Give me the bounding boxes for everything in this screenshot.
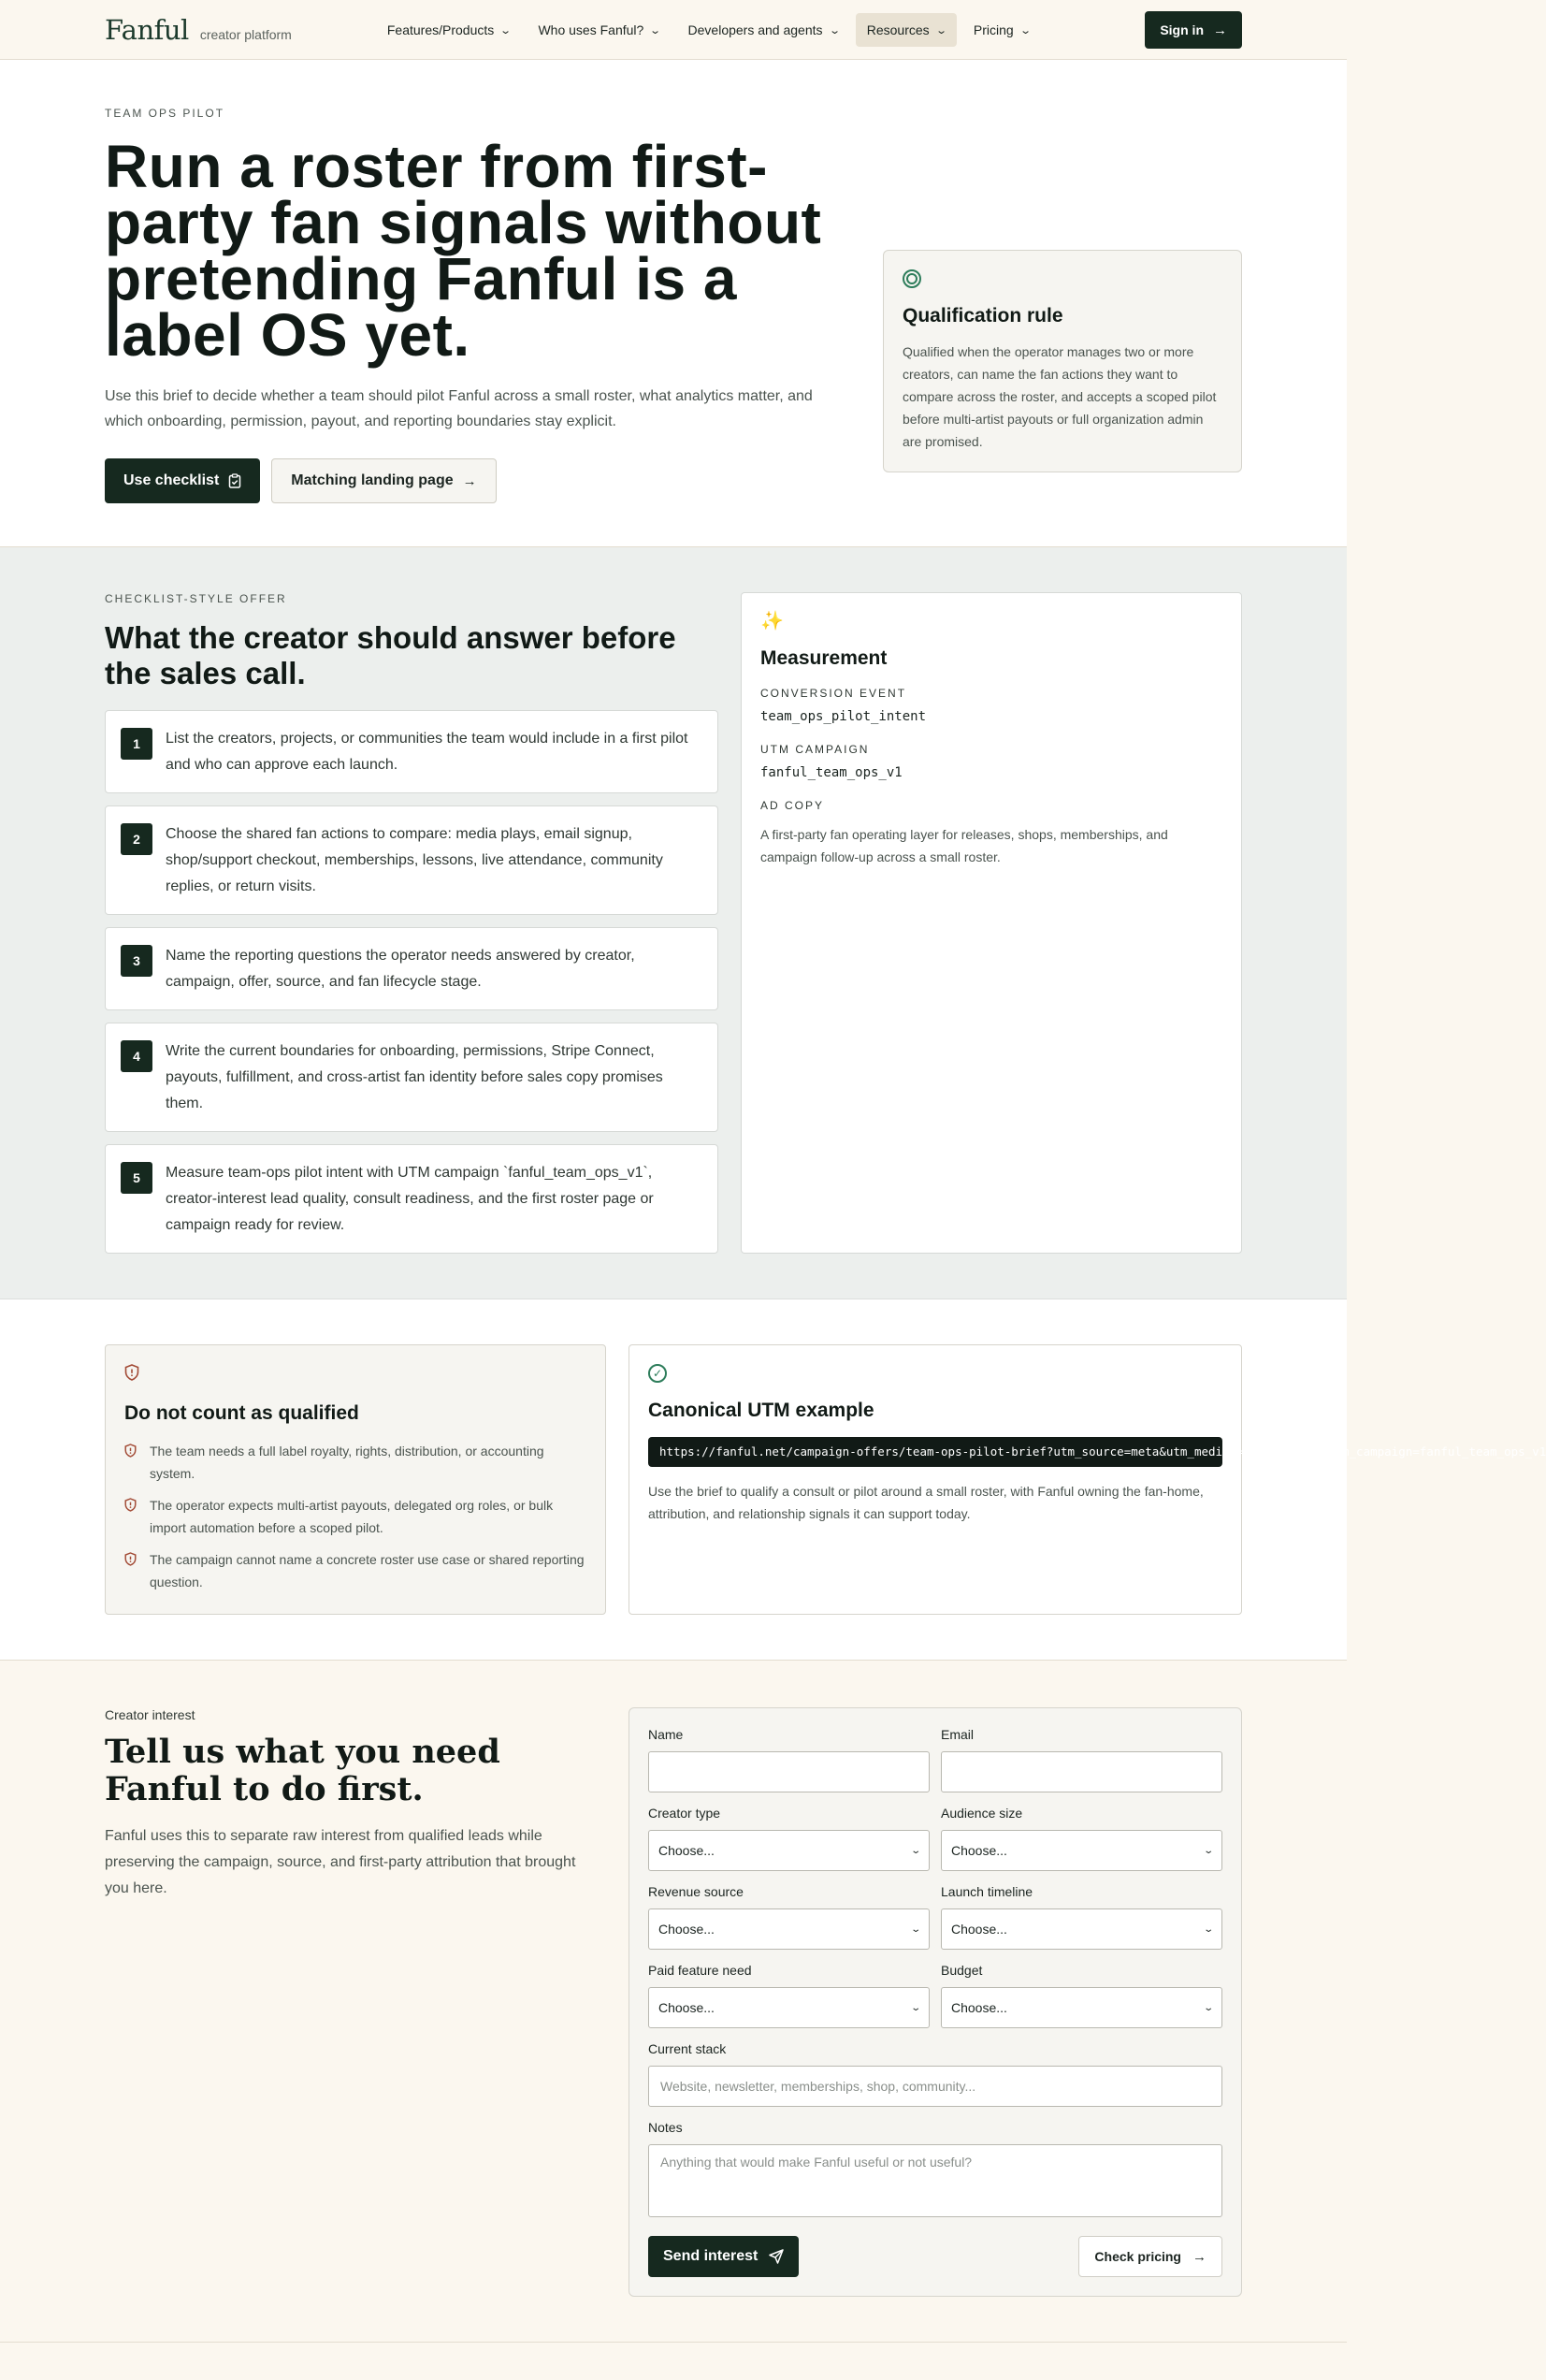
nav-who-uses[interactable] (527, 13, 671, 47)
email-field[interactable] (941, 1751, 1222, 1792)
creator-interest-title: Tell us what you need Fanful to do first. (105, 1733, 500, 1808)
not-qualified-item (124, 1440, 586, 1485)
qualification-rule-title: Qualification rule (903, 305, 1063, 327)
shield-icon (124, 1364, 139, 1381)
notes-label: Notes (648, 2120, 683, 2135)
send-interest-button[interactable] (648, 2236, 799, 2277)
checklist-step (105, 927, 718, 1010)
page-title: Run a roster from first-party fan signals without pretending Fanful is a label OS yet. (105, 133, 822, 369)
creator-type-value: Choose... (658, 1843, 715, 1858)
creator-interest-description: Fanful uses this to separate raw interest from qualified leads while preserving the campaign, source, and first-party attribution that brought you here. (105, 1828, 576, 1896)
hero-eyebrow: TEAM OPS PILOT (105, 107, 225, 120)
creator-interest-eyebrow: Creator interest (105, 1707, 195, 1722)
audience-size-select[interactable] (941, 1830, 1222, 1871)
sign-in-button[interactable] (1145, 11, 1242, 49)
use-checklist-label: Use checklist (123, 472, 220, 488)
ad-copy-label: AD COPY (760, 799, 825, 812)
budget-select[interactable] (941, 1987, 1222, 2028)
launch-timeline-select[interactable] (941, 1908, 1222, 1950)
use-checklist-button[interactable] (105, 458, 260, 503)
nav-who-uses-label: Who uses Fanful? (538, 22, 644, 37)
hero-section (0, 60, 1347, 547)
footer-strip (0, 2343, 1347, 2380)
step-number: 4 (121, 1040, 152, 1072)
chevron-down-icon: ⌄ (1202, 1923, 1214, 1935)
matching-landing-page-button[interactable] (271, 458, 496, 503)
send-icon (769, 2249, 784, 2264)
chevron-down-icon: ⌄ (909, 2002, 921, 2013)
check-pricing-label: Check pricing (1094, 2249, 1181, 2264)
checklist-section (0, 547, 1347, 1299)
launch-timeline-value: Choose... (951, 1922, 1007, 1937)
step-number: 1 (121, 728, 152, 760)
nav-resources[interactable] (856, 13, 957, 47)
not-qualified-title: Do not count as qualified (124, 1402, 359, 1424)
qualify-section (0, 1299, 1546, 1661)
email-label: Email (941, 1727, 975, 1742)
step-text: Measure team-ops pilot intent with UTM campaign `fanful_team_ops_v1`, creator-interest lead quality, consult readiness, and the first roster page or campaign ready for review. (166, 1165, 654, 1233)
shield-icon (124, 1498, 137, 1512)
qualification-rule-card (883, 250, 1242, 472)
checklist-step (105, 805, 718, 915)
chevron-down-icon: ⌄ (1019, 24, 1032, 36)
creator-type-label: Creator type (648, 1806, 721, 1821)
paid-feature-label: Paid feature need (648, 1963, 752, 1978)
brand[interactable] (105, 14, 292, 46)
name-field[interactable] (648, 1751, 930, 1792)
measurement-title: Measurement (760, 647, 888, 669)
audience-size-value: Choose... (951, 1843, 1007, 1858)
creator-interest-section (0, 1661, 1347, 2343)
ad-copy-value: A first-party fan operating layer for releases, shops, memberships, and campaign follow-up across a small roster. (760, 827, 1168, 864)
nav-features[interactable] (376, 13, 522, 47)
checklist-step (105, 710, 718, 793)
not-qualified-card (105, 1344, 606, 1615)
checklist-steps (105, 710, 718, 1254)
sign-in-label: Sign in (1160, 22, 1204, 37)
checklist-title: What the creator should answer before the sales call. (105, 620, 676, 690)
paid-feature-select[interactable] (648, 1987, 930, 2028)
nav-pricing[interactable] (962, 13, 1041, 47)
target-icon (903, 269, 921, 288)
nav-developers[interactable] (677, 13, 850, 47)
step-number: 3 (121, 945, 152, 977)
chevron-down-icon: ⌄ (1202, 1845, 1214, 1856)
checklist-step (105, 1144, 718, 1254)
notes-field[interactable] (648, 2144, 1222, 2217)
not-qualified-item (124, 1494, 586, 1539)
qualification-rule-text: Qualified when the operator manages two or more creators, can name the fan actions they want to compare across the roster, and accepts a scoped pilot before multi-artist payouts or full organization admin are promised. (903, 344, 1217, 449)
arrow-right-icon: → (1213, 22, 1227, 38)
chevron-down-icon: ⌄ (909, 1845, 921, 1856)
chevron-down-icon: ⌄ (934, 24, 947, 36)
chevron-down-icon: ⌄ (1202, 2002, 1214, 2013)
step-text: List the creators, projects, or communities the team would include in a first pilot and who can approve each launch. (166, 731, 688, 773)
utm-example-text: Use the brief to qualify a consult or pilot around a small roster, with Fanful owning the fan-home, attribution, and relationship signals it can support today. (648, 1484, 1204, 1521)
send-interest-label: Send interest (663, 2248, 759, 2264)
arrow-right-icon: → (1192, 2248, 1206, 2265)
check-pricing-button[interactable] (1078, 2236, 1222, 2277)
not-qualified-text: The campaign cannot name a concrete roster use case or shared reporting question. (150, 1552, 585, 1589)
conversion-event-label: CONVERSION EVENT (760, 687, 907, 700)
step-text: Choose the shared fan actions to compare: media plays, email signup, shop/support checkout, memberships, lessons, live attendance, community replies, or return visits. (166, 826, 663, 894)
paid-feature-value: Choose... (658, 2000, 715, 2015)
creator-type-select[interactable] (648, 1830, 930, 1871)
current-stack-label: Current stack (648, 2041, 727, 2056)
nav-menu (376, 13, 1041, 47)
not-qualified-text: The team needs a full label royalty, rights, distribution, or accounting system. (150, 1444, 544, 1481)
utm-example-title: Canonical UTM example (648, 1400, 874, 1421)
revenue-source-value: Choose... (658, 1922, 715, 1937)
step-text: Write the current boundaries for onboarding, permissions, Stripe Connect, payouts, fulfillment, and cross-artist fan identity before sales copy promises them. (166, 1043, 663, 1111)
audience-size-label: Audience size (941, 1806, 1023, 1821)
checklist-step (105, 1023, 718, 1132)
clipboard-check-icon (228, 473, 241, 488)
shield-icon (124, 1552, 137, 1566)
not-qualified-text: The operator expects multi-artist payouts, delegated org roles, or bulk import automation before a scoped pilot. (150, 1498, 554, 1535)
matching-landing-page-label: Matching landing page (291, 472, 454, 488)
chevron-down-icon: ⌄ (649, 24, 662, 36)
top-nav (0, 0, 1347, 60)
revenue-source-label: Revenue source (648, 1884, 744, 1899)
conversion-event-value: team_ops_pilot_intent (760, 709, 927, 724)
revenue-source-select[interactable] (648, 1908, 930, 1950)
utm-campaign-value: fanful_team_ops_v1 (760, 765, 903, 780)
sparkle-icon: ✨ (760, 611, 784, 631)
checklist-eyebrow: CHECKLIST-STYLE OFFER (105, 592, 287, 605)
measurement-card (741, 592, 1242, 1254)
brand-subtitle: creator platform (199, 27, 292, 42)
current-stack-field[interactable] (648, 2066, 1222, 2107)
utm-example-card (629, 1344, 1546, 1615)
nav-features-label: Features/Products (386, 22, 495, 37)
launch-timeline-label: Launch timeline (941, 1884, 1033, 1899)
step-number: 5 (121, 1162, 152, 1194)
step-number: 2 (121, 823, 152, 855)
shield-icon (124, 1444, 137, 1458)
chevron-down-icon: ⌄ (828, 24, 841, 36)
brand-logo[interactable]: Fanful (105, 14, 189, 46)
check-circle-icon: ✓ (648, 1364, 667, 1383)
nav-resources-label: Resources (866, 22, 930, 37)
interest-form (629, 1707, 1242, 2297)
hero-description: Use this brief to decide whether a team should pilot Fanful across a small roster, what analytics matter, and which onboarding, permission, payout, and reporting boundaries stay explicit. (105, 388, 813, 429)
nav-pricing-label: Pricing (973, 22, 1014, 37)
utm-example-url[interactable]: https://fanful.net/campaign-offers/team-ops-pilot-brief?utm_source=meta&utm_medium=paid_social&utm_campaign=fanful_team_ops_v1 (648, 1437, 1222, 1467)
arrow-right-icon: → (462, 472, 477, 489)
not-qualified-item (124, 1548, 586, 1593)
chevron-down-icon: ⌄ (909, 1923, 921, 1935)
nav-developers-label: Developers and agents (687, 22, 823, 37)
step-text: Name the reporting questions the operator needs answered by creator, campaign, offer, source, and fan lifecycle stage. (166, 948, 635, 990)
budget-label: Budget (941, 1963, 983, 1978)
name-label: Name (648, 1727, 684, 1742)
chevron-down-icon: ⌄ (499, 24, 513, 36)
budget-value: Choose... (951, 2000, 1007, 2015)
utm-campaign-label: UTM CAMPAIGN (760, 743, 870, 756)
